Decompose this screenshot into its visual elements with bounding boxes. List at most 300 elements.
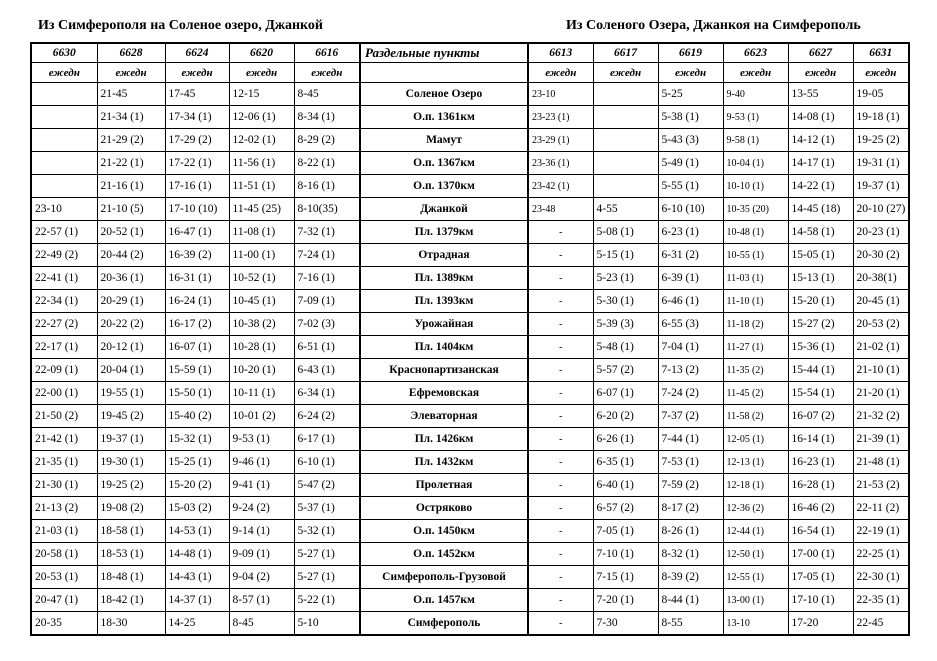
time-cell: 14-12 (1)	[788, 129, 853, 152]
time-cell: 19-08 (2)	[97, 497, 165, 520]
time-cell: 14-37 (1)	[165, 589, 229, 612]
time-cell: 5-47 (2)	[294, 474, 360, 497]
time-cell: 11-27 (1)	[723, 336, 788, 359]
station-name: Пл. 1379км	[360, 221, 528, 244]
time-cell: 19-55 (1)	[97, 382, 165, 405]
time-cell: -	[528, 267, 593, 290]
time-cell: 21-45	[97, 83, 165, 106]
time-cell: 10-45 (1)	[229, 290, 294, 313]
frequency-cell: ежедн	[593, 63, 658, 83]
time-cell: 19-05	[853, 83, 909, 106]
time-cell: 22-17 (1)	[31, 336, 97, 359]
time-cell: 9-53 (1)	[229, 428, 294, 451]
time-cell: 20-29 (1)	[97, 290, 165, 313]
time-cell: 5-55 (1)	[658, 175, 723, 198]
time-cell: 5-37 (1)	[294, 497, 360, 520]
time-cell: 13-10	[723, 612, 788, 636]
time-cell: -	[528, 543, 593, 566]
time-cell	[593, 106, 658, 129]
time-cell: 17-34 (1)	[165, 106, 229, 129]
time-cell: 20-36 (1)	[97, 267, 165, 290]
time-cell: 20-44 (2)	[97, 244, 165, 267]
time-cell: 12-13 (1)	[723, 451, 788, 474]
time-cell: 19-18 (1)	[853, 106, 909, 129]
time-cell: 11-00 (1)	[229, 244, 294, 267]
time-cell: 11-58 (2)	[723, 405, 788, 428]
time-cell: 5-57 (2)	[593, 359, 658, 382]
station-column-blank	[360, 63, 528, 83]
time-cell: 17-10 (1)	[788, 589, 853, 612]
time-cell: 20-23 (1)	[853, 221, 909, 244]
time-cell: -	[528, 313, 593, 336]
time-cell: 21-35 (1)	[31, 451, 97, 474]
time-cell: 21-34 (1)	[97, 106, 165, 129]
time-cell: 10-35 (20)	[723, 198, 788, 221]
time-cell: 5-39 (3)	[593, 313, 658, 336]
time-cell: 22-11 (2)	[853, 497, 909, 520]
time-cell: 11-08 (1)	[229, 221, 294, 244]
time-cell: 22-30 (1)	[853, 566, 909, 589]
table-row	[31, 198, 909, 221]
station-name: Пл. 1404км	[360, 336, 528, 359]
time-cell: 22-49 (2)	[31, 244, 97, 267]
table-row	[31, 382, 909, 405]
time-cell: 7-09 (1)	[294, 290, 360, 313]
time-cell: 23-10	[528, 83, 593, 106]
time-cell: 4-55	[593, 198, 658, 221]
time-cell: 7-04 (1)	[658, 336, 723, 359]
time-cell: 7-30	[593, 612, 658, 636]
time-cell: 5-32 (1)	[294, 520, 360, 543]
time-cell: 8-17 (2)	[658, 497, 723, 520]
time-cell: -	[528, 428, 593, 451]
time-cell: 12-18 (1)	[723, 474, 788, 497]
time-cell	[593, 152, 658, 175]
time-cell: 12-55 (1)	[723, 566, 788, 589]
time-cell: 8-32 (1)	[658, 543, 723, 566]
time-cell: 7-05 (1)	[593, 520, 658, 543]
time-cell: 11-10 (1)	[723, 290, 788, 313]
time-cell: 22-09 (1)	[31, 359, 97, 382]
time-cell: 14-43 (1)	[165, 566, 229, 589]
time-cell: 7-24 (2)	[658, 382, 723, 405]
time-cell: 7-10 (1)	[593, 543, 658, 566]
table-row	[31, 152, 909, 175]
time-cell: 15-36 (1)	[788, 336, 853, 359]
time-cell: 19-37 (1)	[853, 175, 909, 198]
time-cell: 20-58 (1)	[31, 543, 97, 566]
table-row	[31, 175, 909, 198]
station-name: О.п. 1450км	[360, 520, 528, 543]
time-cell: 14-48 (1)	[165, 543, 229, 566]
time-cell: 9-09 (1)	[229, 543, 294, 566]
time-cell: 6-10 (10)	[658, 198, 723, 221]
time-cell: 21-13 (2)	[31, 497, 97, 520]
time-cell: 7-20 (1)	[593, 589, 658, 612]
time-cell: 17-45	[165, 83, 229, 106]
table-row	[31, 83, 909, 106]
time-cell: 12-50 (1)	[723, 543, 788, 566]
train-number-header: 6613	[528, 43, 593, 63]
time-cell: 19-30 (1)	[97, 451, 165, 474]
time-cell: 15-59 (1)	[165, 359, 229, 382]
station-name: О.п. 1370км	[360, 175, 528, 198]
time-cell: 14-17 (1)	[788, 152, 853, 175]
time-cell: 20-38(1)	[853, 267, 909, 290]
time-cell: 6-07 (1)	[593, 382, 658, 405]
time-cell: 8-45	[229, 612, 294, 636]
time-cell: 17-00 (1)	[788, 543, 853, 566]
time-cell: 15-50 (1)	[165, 382, 229, 405]
time-cell: 18-58 (1)	[97, 520, 165, 543]
time-cell: 21-32 (2)	[853, 405, 909, 428]
frequency-cell: ежедн	[229, 63, 294, 83]
time-cell: 9-46 (1)	[229, 451, 294, 474]
table-row	[31, 290, 909, 313]
time-cell: 5-30 (1)	[593, 290, 658, 313]
time-cell: 23-23 (1)	[528, 106, 593, 129]
station-name: Пролетная	[360, 474, 528, 497]
time-cell: 9-24 (2)	[229, 497, 294, 520]
station-name: Краснопартизанская	[360, 359, 528, 382]
station-name: Элеваторная	[360, 405, 528, 428]
time-cell: 23-48	[528, 198, 593, 221]
table-row	[31, 566, 909, 589]
station-column-header: Раздельные пункты	[360, 43, 528, 63]
time-cell: 5-49 (1)	[658, 152, 723, 175]
table-row	[31, 359, 909, 382]
time-cell: 8-22 (1)	[294, 152, 360, 175]
table-row	[31, 267, 909, 290]
table-row	[31, 474, 909, 497]
right-direction-title: Из Соленого Озера, Джанкоя на Симферополь	[566, 18, 861, 33]
time-cell: 23-29 (1)	[528, 129, 593, 152]
time-cell: 5-10	[294, 612, 360, 636]
time-cell: 15-27 (2)	[788, 313, 853, 336]
time-cell: 17-29 (2)	[165, 129, 229, 152]
time-cell: 5-25	[658, 83, 723, 106]
time-cell: 7-44 (1)	[658, 428, 723, 451]
table-row	[31, 520, 909, 543]
time-cell: 20-47 (1)	[31, 589, 97, 612]
time-cell: 16-39 (2)	[165, 244, 229, 267]
time-cell: 22-35 (1)	[853, 589, 909, 612]
frequency-cell: ежедн	[658, 63, 723, 83]
time-cell: -	[528, 336, 593, 359]
table-row	[31, 129, 909, 152]
time-cell: 22-57 (1)	[31, 221, 97, 244]
time-cell: 12-06 (1)	[229, 106, 294, 129]
time-cell: 14-45 (18)	[788, 198, 853, 221]
time-cell: 15-13 (1)	[788, 267, 853, 290]
time-cell: 6-20 (2)	[593, 405, 658, 428]
table-row	[31, 451, 909, 474]
time-cell: 9-14 (1)	[229, 520, 294, 543]
time-cell: 16-23 (1)	[788, 451, 853, 474]
frequency-cell: ежедн	[294, 63, 360, 83]
time-cell: 10-04 (1)	[723, 152, 788, 175]
time-cell	[31, 175, 97, 198]
time-cell: 6-31 (2)	[658, 244, 723, 267]
time-cell: 19-25 (2)	[97, 474, 165, 497]
table-row	[31, 405, 909, 428]
train-number-header: 6631	[853, 43, 909, 63]
time-cell: 18-53 (1)	[97, 543, 165, 566]
time-cell: 8-29 (2)	[294, 129, 360, 152]
station-name: Соленое Озеро	[360, 83, 528, 106]
time-cell: 22-27 (2)	[31, 313, 97, 336]
time-cell: 12-15	[229, 83, 294, 106]
time-cell: 15-05 (1)	[788, 244, 853, 267]
time-cell: 22-34 (1)	[31, 290, 97, 313]
time-cell: 6-40 (1)	[593, 474, 658, 497]
table-row	[31, 497, 909, 520]
time-cell: 15-54 (1)	[788, 382, 853, 405]
time-cell: 11-35 (2)	[723, 359, 788, 382]
time-cell: -	[528, 451, 593, 474]
time-cell: 16-14 (1)	[788, 428, 853, 451]
time-cell: 22-45	[853, 612, 909, 636]
time-cell: 16-28 (1)	[788, 474, 853, 497]
time-cell: 16-17 (2)	[165, 313, 229, 336]
frequency-cell: ежедн	[165, 63, 229, 83]
time-cell: 9-58 (1)	[723, 129, 788, 152]
station-name: Отрадная	[360, 244, 528, 267]
table-row	[31, 589, 909, 612]
time-cell: 23-36 (1)	[528, 152, 593, 175]
time-cell: 5-27 (1)	[294, 543, 360, 566]
time-cell: 6-43 (1)	[294, 359, 360, 382]
time-cell: -	[528, 612, 593, 636]
time-cell: 5-43 (3)	[658, 129, 723, 152]
time-cell: 7-24 (1)	[294, 244, 360, 267]
table-row	[31, 221, 909, 244]
time-cell: 6-35 (1)	[593, 451, 658, 474]
time-cell: 7-15 (1)	[593, 566, 658, 589]
time-cell: 6-55 (3)	[658, 313, 723, 336]
time-cell: 21-42 (1)	[31, 428, 97, 451]
time-cell: 21-20 (1)	[853, 382, 909, 405]
time-cell	[31, 83, 97, 106]
time-cell: 5-23 (1)	[593, 267, 658, 290]
time-cell: 8-16 (1)	[294, 175, 360, 198]
time-cell: 11-45 (25)	[229, 198, 294, 221]
station-name: Пл. 1393км	[360, 290, 528, 313]
time-cell: 21-03 (1)	[31, 520, 97, 543]
time-cell: 12-44 (1)	[723, 520, 788, 543]
time-cell: 10-55 (1)	[723, 244, 788, 267]
time-cell: 18-42 (1)	[97, 589, 165, 612]
time-cell	[593, 129, 658, 152]
table-row	[31, 244, 909, 267]
time-cell: 19-37 (1)	[97, 428, 165, 451]
left-direction-title: Из Симферополя на Соленое озеро, Джанкой	[38, 18, 323, 33]
time-cell: 7-59 (2)	[658, 474, 723, 497]
time-cell: 12-36 (2)	[723, 497, 788, 520]
time-cell: 21-30 (1)	[31, 474, 97, 497]
time-cell: -	[528, 221, 593, 244]
time-cell: 22-19 (1)	[853, 520, 909, 543]
time-cell: 8-57 (1)	[229, 589, 294, 612]
station-name: О.п. 1367км	[360, 152, 528, 175]
table-row	[31, 106, 909, 129]
station-name: Остряково	[360, 497, 528, 520]
time-cell: 21-50 (2)	[31, 405, 97, 428]
time-cell: 15-40 (2)	[165, 405, 229, 428]
time-cell: 6-23 (1)	[658, 221, 723, 244]
time-cell: 8-10(35)	[294, 198, 360, 221]
time-cell: 16-54 (1)	[788, 520, 853, 543]
train-number-header: 6628	[97, 43, 165, 63]
time-cell: 10-52 (1)	[229, 267, 294, 290]
time-cell: 17-16 (1)	[165, 175, 229, 198]
time-cell: 5-08 (1)	[593, 221, 658, 244]
frequency-cell: ежедн	[97, 63, 165, 83]
time-cell: 7-13 (2)	[658, 359, 723, 382]
time-cell	[31, 152, 97, 175]
time-cell: 5-15 (1)	[593, 244, 658, 267]
time-cell: 8-55	[658, 612, 723, 636]
time-cell: 18-30	[97, 612, 165, 636]
time-cell: 5-27 (1)	[294, 566, 360, 589]
time-cell: 17-22 (1)	[165, 152, 229, 175]
frequency-cell: ежедн	[528, 63, 593, 83]
time-cell: 21-48 (1)	[853, 451, 909, 474]
time-cell: 6-34 (1)	[294, 382, 360, 405]
time-cell: 17-05 (1)	[788, 566, 853, 589]
train-number-header: 6616	[294, 43, 360, 63]
time-cell	[593, 83, 658, 106]
time-cell: 20-10 (27)	[853, 198, 909, 221]
time-cell: 10-28 (1)	[229, 336, 294, 359]
time-cell: 15-20 (1)	[788, 290, 853, 313]
time-cell: 11-56 (1)	[229, 152, 294, 175]
time-cell: 21-22 (1)	[97, 152, 165, 175]
train-number-header: 6627	[788, 43, 853, 63]
train-number-row	[31, 43, 909, 63]
time-cell: 23-42 (1)	[528, 175, 593, 198]
time-cell: 19-25 (2)	[853, 129, 909, 152]
time-cell: 14-25	[165, 612, 229, 636]
time-cell: -	[528, 497, 593, 520]
train-number-header: 6624	[165, 43, 229, 63]
time-cell: 11-45 (2)	[723, 382, 788, 405]
time-cell: 14-22 (1)	[788, 175, 853, 198]
time-cell: 21-02 (1)	[853, 336, 909, 359]
time-cell: 20-53 (1)	[31, 566, 97, 589]
station-name: Джанкой	[360, 198, 528, 221]
time-cell: 19-31 (1)	[853, 152, 909, 175]
time-cell: 5-22 (1)	[294, 589, 360, 612]
time-cell: 20-22 (2)	[97, 313, 165, 336]
time-cell: 14-53 (1)	[165, 520, 229, 543]
station-name: Урожайная	[360, 313, 528, 336]
time-cell: 20-52 (1)	[97, 221, 165, 244]
time-cell: -	[528, 520, 593, 543]
time-cell: 21-16 (1)	[97, 175, 165, 198]
time-cell	[593, 175, 658, 198]
time-cell: -	[528, 589, 593, 612]
time-cell: 21-29 (2)	[97, 129, 165, 152]
time-cell: 6-51 (1)	[294, 336, 360, 359]
time-cell: 7-53 (1)	[658, 451, 723, 474]
time-cell: 10-48 (1)	[723, 221, 788, 244]
time-cell: 5-48 (1)	[593, 336, 658, 359]
time-cell: 17-20	[788, 612, 853, 636]
station-name: Пл. 1426км	[360, 428, 528, 451]
time-cell: 9-41 (1)	[229, 474, 294, 497]
time-cell: 22-25 (1)	[853, 543, 909, 566]
time-cell: -	[528, 405, 593, 428]
frequency-cell: ежедн	[853, 63, 909, 83]
frequency-cell: ежедн	[31, 63, 97, 83]
time-cell: 15-32 (1)	[165, 428, 229, 451]
time-cell: 21-53 (2)	[853, 474, 909, 497]
time-cell: 6-24 (2)	[294, 405, 360, 428]
time-cell: 15-03 (2)	[165, 497, 229, 520]
time-cell: 10-38 (2)	[229, 313, 294, 336]
timetable	[30, 42, 910, 636]
time-cell: 22-41 (1)	[31, 267, 97, 290]
time-cell: 15-25 (1)	[165, 451, 229, 474]
time-cell: 16-24 (1)	[165, 290, 229, 313]
time-cell: 20-12 (1)	[97, 336, 165, 359]
time-cell: 7-32 (1)	[294, 221, 360, 244]
time-cell: 12-05 (1)	[723, 428, 788, 451]
station-name: Симферополь-Грузовой	[360, 566, 528, 589]
time-cell: 8-26 (1)	[658, 520, 723, 543]
time-cell: 20-04 (1)	[97, 359, 165, 382]
time-cell: 20-35	[31, 612, 97, 636]
station-name: Ефремовская	[360, 382, 528, 405]
station-name: О.п. 1361км	[360, 106, 528, 129]
timetable-body	[31, 43, 909, 635]
time-cell: 13-55	[788, 83, 853, 106]
time-cell: 15-44 (1)	[788, 359, 853, 382]
time-cell: 21-39 (1)	[853, 428, 909, 451]
station-name: Мамут	[360, 129, 528, 152]
time-cell: 22-00 (1)	[31, 382, 97, 405]
time-cell: 5-38 (1)	[658, 106, 723, 129]
time-cell: 9-40	[723, 83, 788, 106]
time-cell: 19-45 (2)	[97, 405, 165, 428]
time-cell: 11-51 (1)	[229, 175, 294, 198]
time-cell: -	[528, 244, 593, 267]
station-name: О.п. 1452км	[360, 543, 528, 566]
time-cell	[31, 106, 97, 129]
table-row	[31, 612, 909, 636]
time-cell: 6-39 (1)	[658, 267, 723, 290]
time-cell: 10-20 (1)	[229, 359, 294, 382]
time-cell: 7-02 (3)	[294, 313, 360, 336]
time-cell: 18-48 (1)	[97, 566, 165, 589]
time-cell: 20-30 (2)	[853, 244, 909, 267]
station-name: О.п. 1457км	[360, 589, 528, 612]
time-cell: 17-10 (10)	[165, 198, 229, 221]
time-cell: 9-04 (2)	[229, 566, 294, 589]
time-cell: 14-58 (1)	[788, 221, 853, 244]
station-name: Пл. 1432км	[360, 451, 528, 474]
time-cell: 14-08 (1)	[788, 106, 853, 129]
time-cell: 23-10	[31, 198, 97, 221]
time-cell: 6-17 (1)	[294, 428, 360, 451]
table-row	[31, 313, 909, 336]
station-name: Симферополь	[360, 612, 528, 636]
time-cell: 6-46 (1)	[658, 290, 723, 313]
time-cell: 16-07 (1)	[165, 336, 229, 359]
time-cell: 10-10 (1)	[723, 175, 788, 198]
time-cell: 13-00 (1)	[723, 589, 788, 612]
